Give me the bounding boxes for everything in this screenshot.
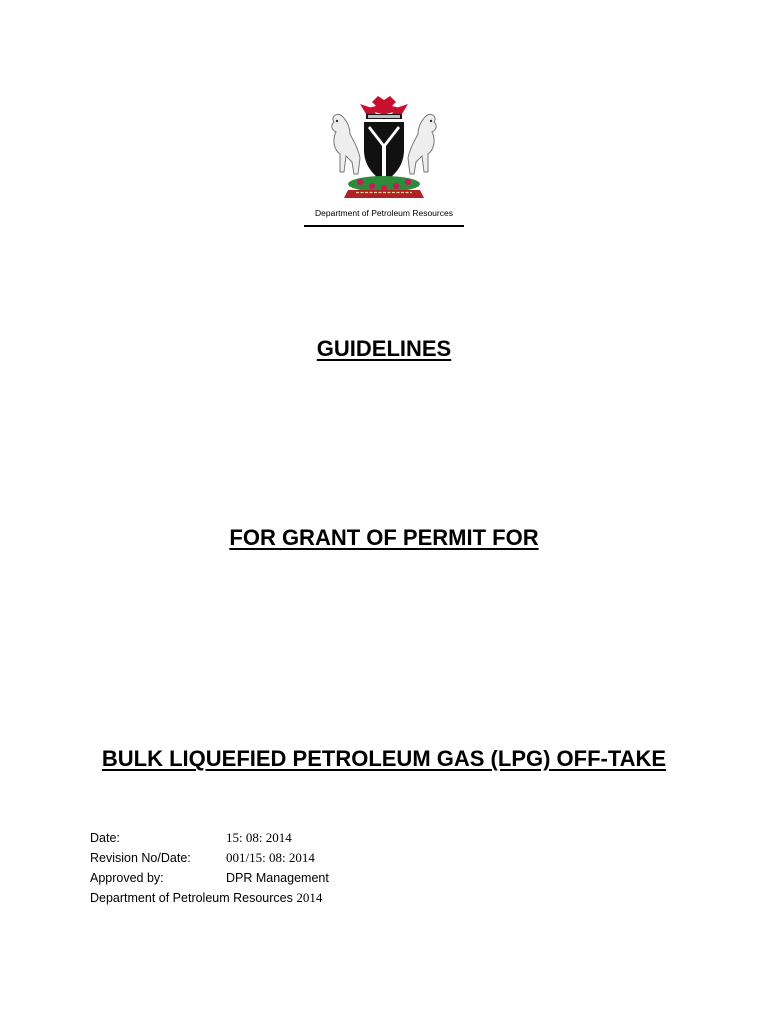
- meta-row-revision: [90, 848, 329, 868]
- meta-value: DPR Management: [226, 871, 329, 885]
- shield: [364, 122, 404, 182]
- meta-label: Date:: [90, 831, 120, 845]
- meta-row-approved: [90, 868, 329, 888]
- meta-label: Revision No/Date:: [90, 851, 191, 865]
- meta-label: Approved by:: [90, 871, 164, 885]
- motto-ribbon: [344, 190, 424, 198]
- title-guidelines: GUIDELINES: [316, 336, 452, 361]
- logo-caption: Department of Petroleum Resources: [315, 208, 453, 218]
- coat-of-arms-icon: [320, 92, 448, 204]
- meta-value: 001/15: 08: 2014: [226, 850, 315, 865]
- right-horse: [408, 114, 436, 174]
- meta-value: 15: 08: 2014: [226, 830, 292, 845]
- left-horse: [332, 114, 360, 174]
- meta-footer-text: Department of Petroleum Resources: [90, 891, 293, 905]
- title-grant-of-permit: FOR GRANT OF PERMIT FOR: [229, 525, 539, 550]
- wreath: [348, 176, 420, 192]
- title-bulk-lpg-offtake: BULK LIQUEFIED PETROLEUM GAS (LPG) OFF-TAKE: [101, 746, 667, 771]
- logo-underline: [304, 225, 464, 227]
- meta-footer-year: 2014: [296, 890, 323, 905]
- meta-footer: [90, 888, 329, 908]
- document-meta: [90, 828, 329, 908]
- logo-block: [304, 92, 464, 228]
- meta-row-date: [90, 828, 329, 848]
- eagle-crest: [360, 96, 408, 119]
